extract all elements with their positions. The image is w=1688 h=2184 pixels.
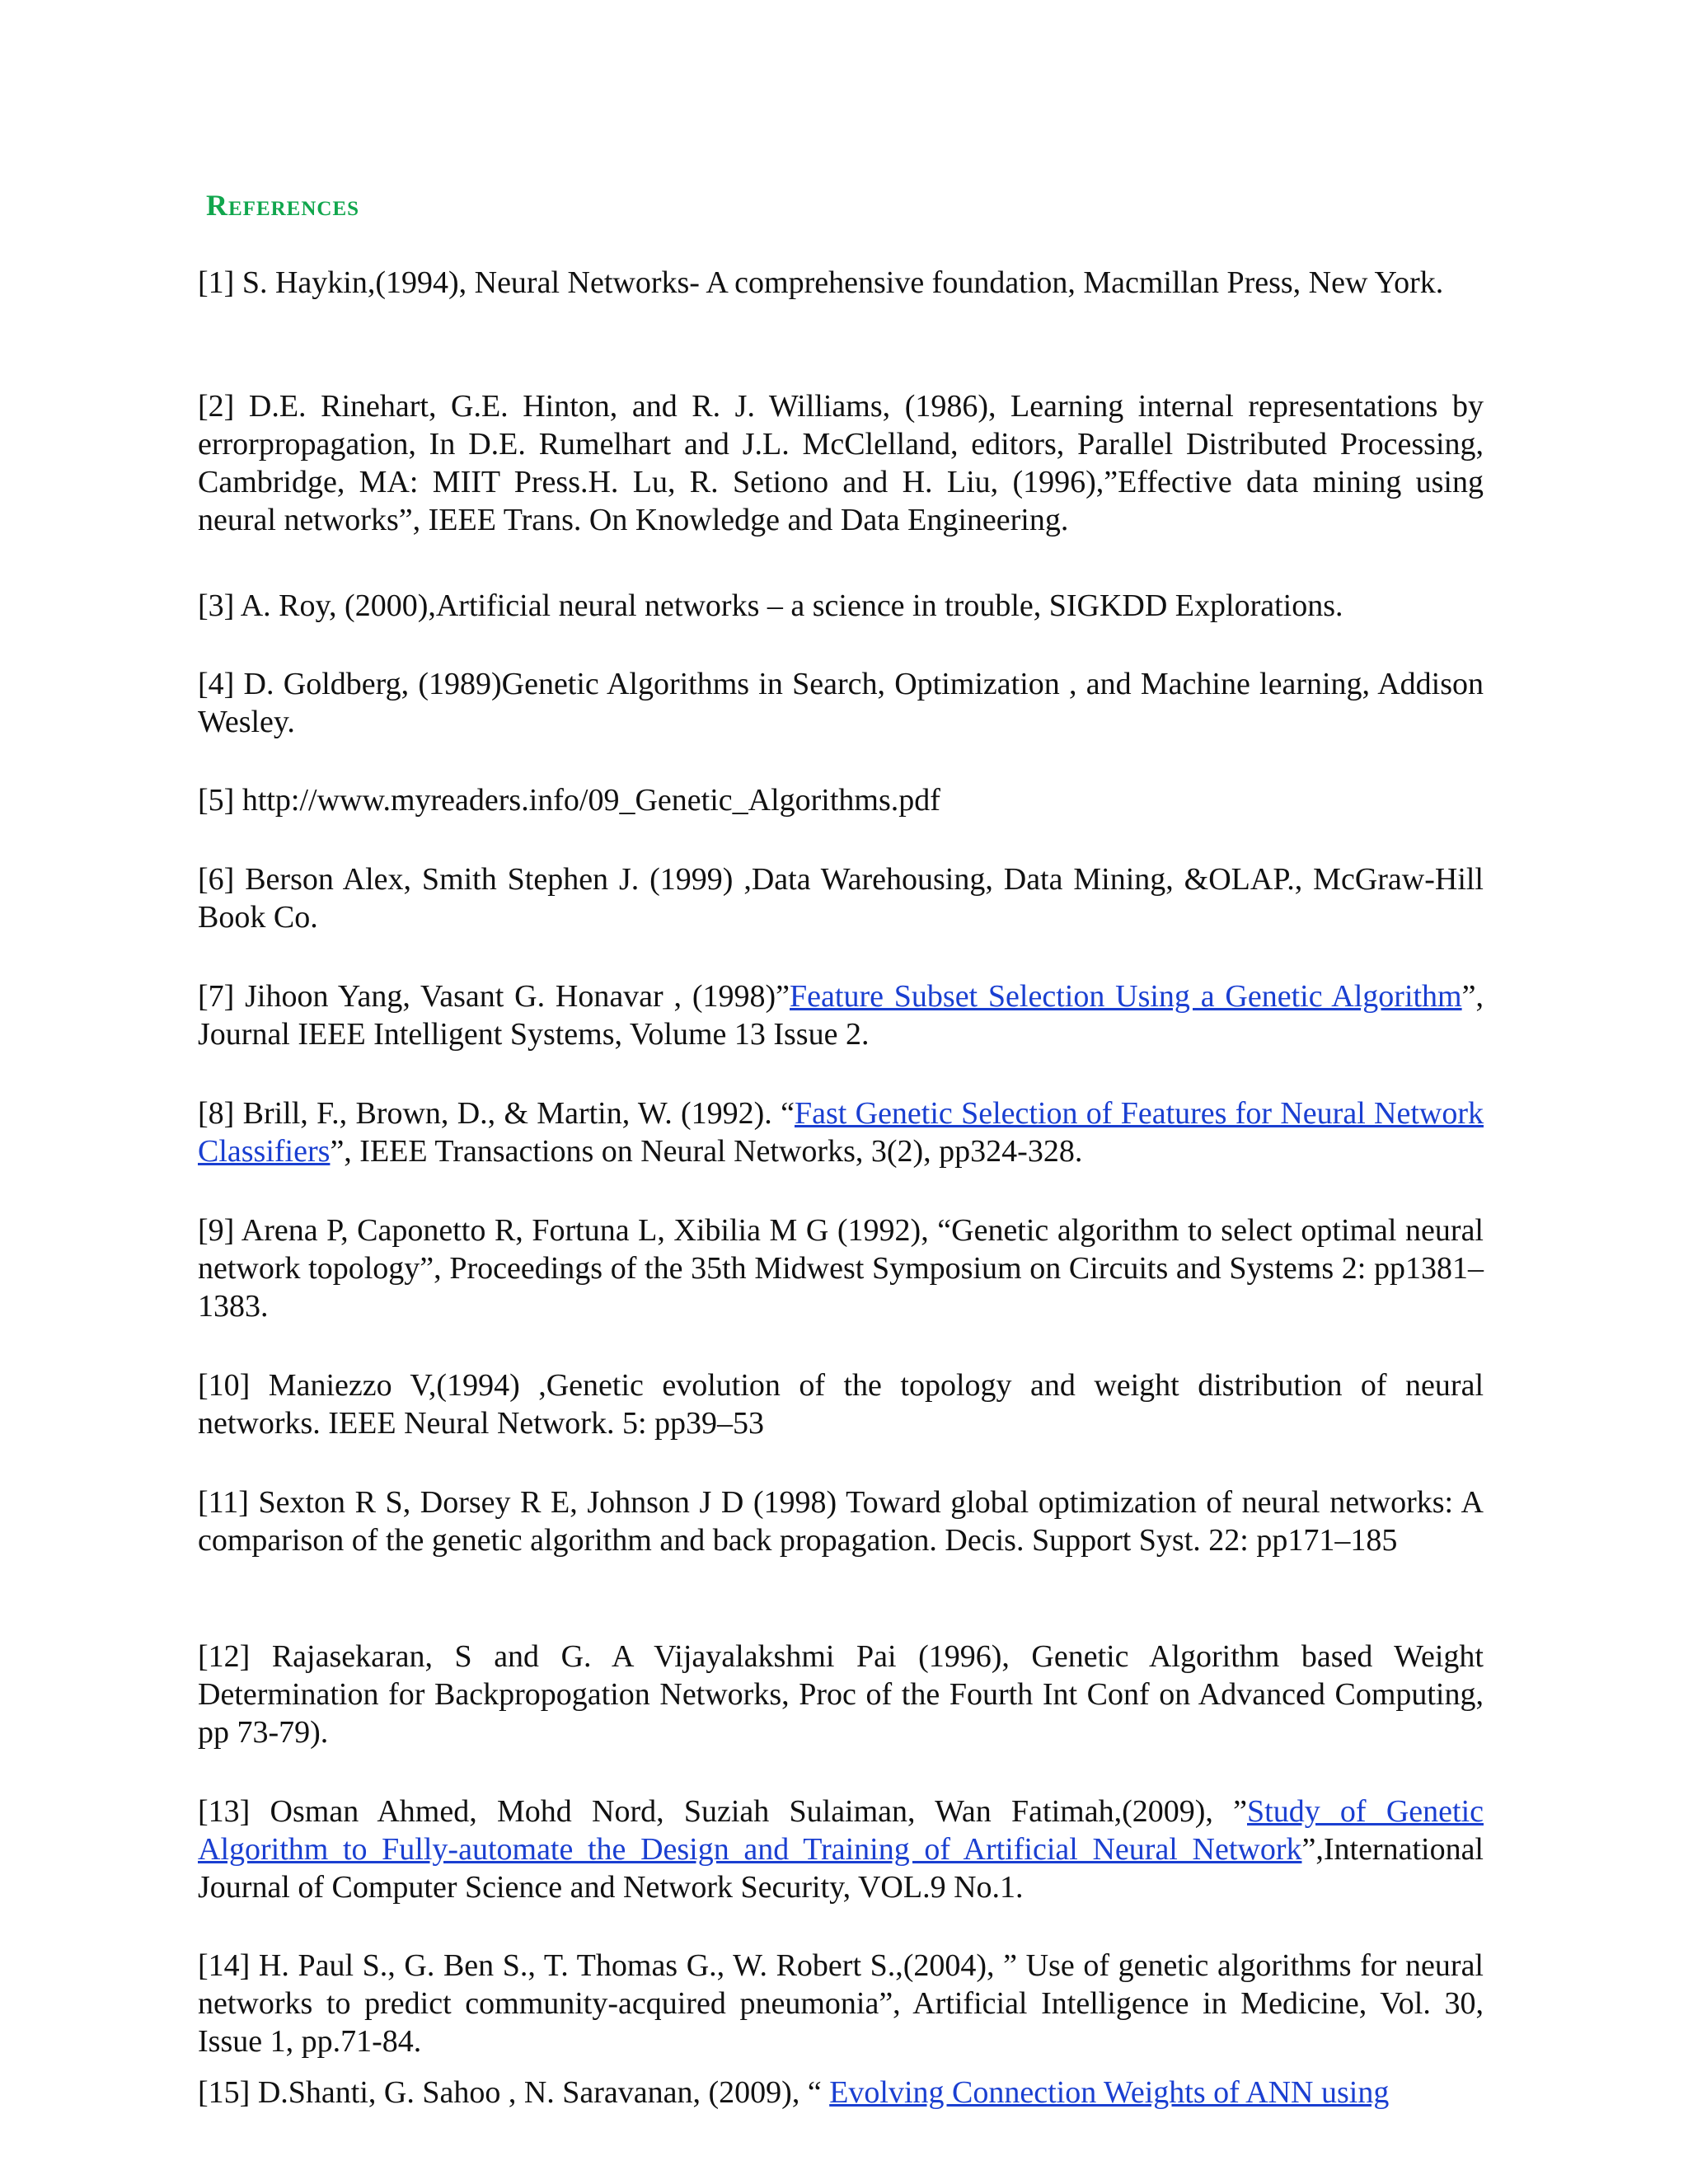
- reference-number: [11]: [198, 1485, 249, 1520]
- reference-text-after: ”, IEEE Transactions on Neural Networks, 3(2), pp324-328.: [330, 1134, 1083, 1169]
- reference-number: [10]: [198, 1368, 251, 1403]
- reference-text: http://www.myreaders.info/09_Genetic_Algorithms.pdf: [234, 783, 940, 818]
- reference-item: [198, 1094, 1484, 1170]
- reference-number: [4]: [198, 667, 235, 701]
- reference-item: [198, 264, 1484, 302]
- reference-item: [198, 1638, 1484, 1751]
- reference-text: Rajasekaran, S and G. A Vijayalakshmi Pai (1996), Genetic Algorithm based Weight Determination for Backpropogation Networks, Proc of the Fourth Int Conf on Advanced Computing, pp 73-79).: [198, 1639, 1484, 1750]
- reference-link[interactable]: Evolving Connection Weights of ANN using: [829, 2075, 1390, 2110]
- reference-link[interactable]: Fast Genetic Selection of Features for Neural Network Classifiers: [198, 1096, 1484, 1169]
- reference-text: S. Haykin,(1994), Neural Networks- A comprehensive foundation, Macmillan Press, New York.: [234, 265, 1444, 300]
- reference-text: D.E. Rinehart, G.E. Hinton, and R. J. Williams, (1986), Learning internal representations by errorpropagation, In D.E. Rumelhart and J.L. McClelland, editors, Parallel Distributed Processing, Cambridge, MA: MIIT Press.H. Lu, R. Setiono and H. Liu, (1996),”Effective data mining using neural networks”, IEEE Trans. On Knowledge and Data Engineering.: [198, 389, 1484, 537]
- reference-item: [198, 387, 1484, 539]
- reference-item: [198, 860, 1484, 936]
- reference-item: [198, 977, 1484, 1053]
- reference-text: Sexton R S, Dorsey R E, Johnson J D (1998) Toward global optimization of neural networks: A comparison of the genetic algorithm and back propagation. Decis. Support Syst. 22: pp171–185: [198, 1485, 1484, 1558]
- reference-item: [198, 2074, 1484, 2111]
- reference-text: Maniezzo V,(1994) ,Genetic evolution of the topology and weight distribution of neural networks. IEEE Neural Network. 5: pp39–53: [198, 1368, 1484, 1441]
- reference-text: D.Shanti, G. Sahoo , N. Saravanan, (2009), “: [250, 2075, 830, 2110]
- reference-item: [198, 781, 1484, 819]
- reference-item: [198, 665, 1484, 741]
- reference-number: [6]: [198, 862, 235, 897]
- reference-text: Arena P, Caponetto R, Fortuna L, Xibilia M G (1992), “Genetic algorithm to select optimal neural network topology”, Proceedings of the 35th Midwest Symposium on Circuits and Systems 2: pp1381– 1383.: [198, 1213, 1484, 1324]
- reference-number: [12]: [198, 1639, 251, 1674]
- reference-text: Brill, F., Brown, D., & Martin, W. (1992). “: [234, 1096, 795, 1131]
- reference-item: [198, 1947, 1484, 2060]
- references-heading: References: [206, 189, 360, 222]
- reference-number: [3]: [198, 588, 235, 623]
- reference-number: [2]: [198, 389, 235, 424]
- reference-text-after: ”,International Journal of Computer Science and Network Security, VOL.9 No.1.: [198, 1832, 1484, 1905]
- reference-text: A. Roy, (2000),Artificial neural networks – a science in trouble, SIGKDD Explorations.: [234, 588, 1343, 623]
- reference-number: [7]: [198, 979, 235, 1014]
- reference-number: [5]: [198, 783, 235, 818]
- reference-link[interactable]: Feature Subset Selection Using a Genetic Algorithm: [790, 979, 1462, 1014]
- reference-link[interactable]: Study of Genetic Algorithm to Fully-automate the Design and Training of Artificial Neural Network: [198, 1794, 1484, 1867]
- reference-item: [198, 587, 1484, 625]
- reference-text: Osman Ahmed, Mohd Nord, Suziah Sulaiman, Wan Fatimah,(2009), ”: [250, 1794, 1247, 1829]
- reference-number: [8]: [198, 1096, 235, 1131]
- reference-text-after: ”, Journal IEEE Intelligent Systems, Volume 13 Issue 2.: [198, 979, 1484, 1052]
- reference-number: [14]: [198, 1948, 251, 1983]
- reference-text: Jihoon Yang, Vasant G. Honavar , (1998)”: [234, 979, 790, 1014]
- reference-text: H. Paul S., G. Ben S., T. Thomas G., W. Robert S.,(2004), ” Use of genetic algorithms for neural networks to predict community-acquired pneumonia”, Artificial Intelligence in Medicine, Vol. 30, Issue 1, pp.71-84.: [198, 1948, 1484, 2059]
- reference-item: [198, 1366, 1484, 1442]
- reference-item: [198, 1793, 1484, 1906]
- reference-item: [198, 1483, 1484, 1559]
- reference-text: D. Goldberg, (1989)Genetic Algorithms in Search, Optimization , and Machine learning, Addison Wesley.: [198, 667, 1484, 739]
- reference-number: [1]: [198, 265, 235, 300]
- reference-text: Berson Alex, Smith Stephen J. (1999) ,Data Warehousing, Data Mining, &OLAP., McGraw-Hill Book Co.: [198, 862, 1484, 935]
- reference-number: [13]: [198, 1794, 251, 1829]
- reference-item: [198, 1212, 1484, 1325]
- reference-number: [9]: [198, 1213, 235, 1248]
- reference-number: [15]: [198, 2075, 251, 2110]
